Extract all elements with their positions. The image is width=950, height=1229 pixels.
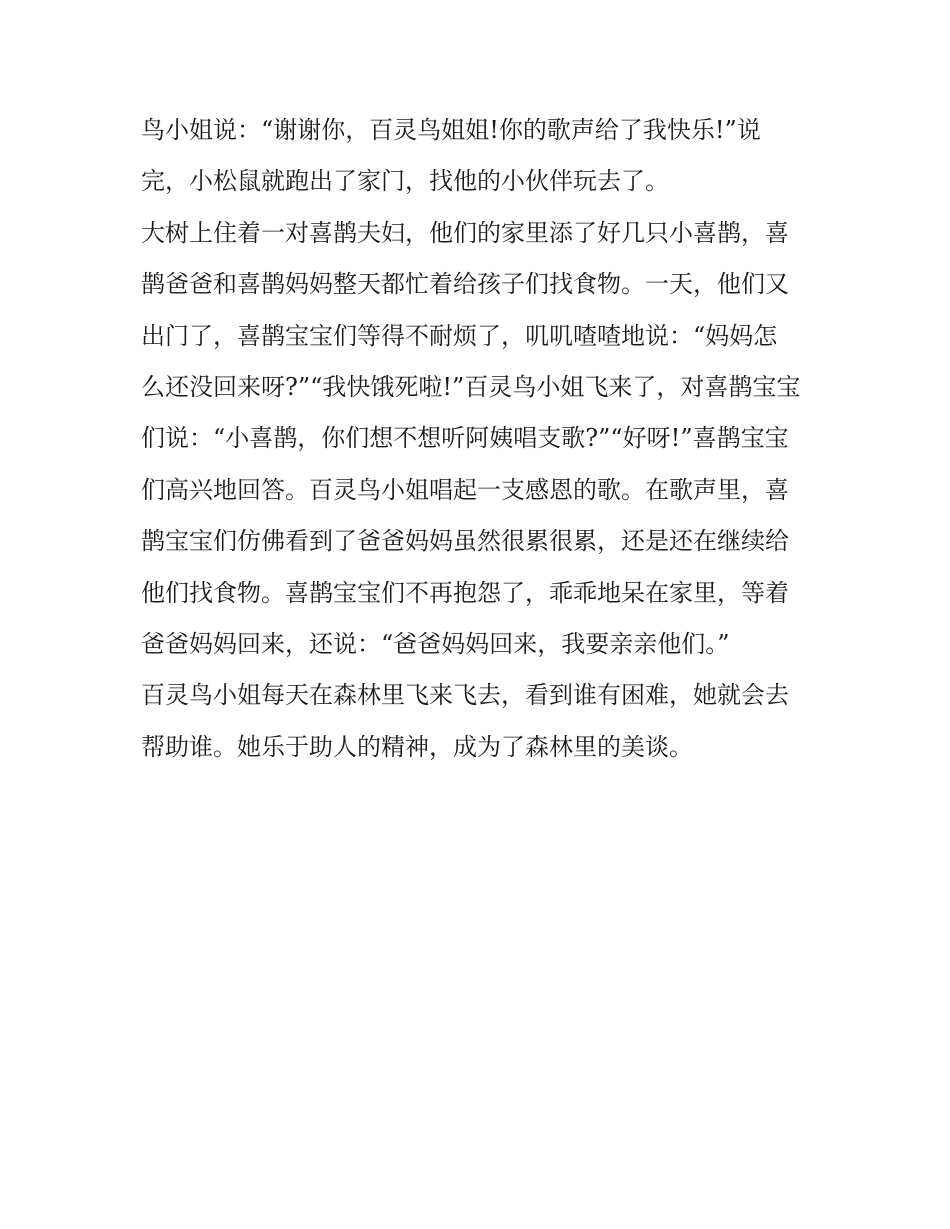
story-text (141, 105, 821, 773)
text-line: 他们找食物。喜鹊宝宝们不再抱怨了，乖乖地呆在家里，等着 (141, 578, 789, 607)
text-line: 么还没回来呀?”“我快饿死啦!”百灵鸟小姐飞来了，对喜鹊宝宝 (141, 372, 801, 401)
text-line: 大树上住着一对喜鹊夫妇，他们的家里添了好几只小喜鹊，喜 (141, 218, 789, 247)
text-line: 们说：“小喜鹊，你们想不想听阿姨唱支歌?”“好呀!”喜鹊宝宝 (141, 424, 789, 453)
text-line: 鹊宝宝们仿佛看到了爸爸妈妈虽然很累很累，还是还在继续给 (141, 527, 789, 556)
text-line: 们高兴地回答。百灵鸟小姐唱起一支感恩的歌。在歌声里，喜 (141, 475, 789, 504)
text-line: 出门了，喜鹊宝宝们等得不耐烦了，叽叽喳喳地说：“妈妈怎 (141, 321, 778, 350)
text-line: 完，小松鼠就跑出了家门，找他的小伙伴玩去了。 (141, 167, 669, 196)
text-line: 百灵鸟小姐每天在森林里飞来飞去，看到谁有困难，她就会去 (141, 681, 789, 710)
text-line: 鸟小姐说：“谢谢你，百灵鸟姐姐!你的歌声给了我快乐!”说 (141, 116, 761, 144)
text-line: 帮助谁。她乐于助人的精神，成为了森林里的美谈。 (141, 732, 693, 761)
text-line: 鹊爸爸和喜鹊妈妈整天都忙着给孩子们找食物。一天，他们又 (141, 270, 789, 299)
text-line: 爸爸妈妈回来，还说：“爸爸妈妈回来，我要亲亲他们。” (141, 629, 730, 658)
